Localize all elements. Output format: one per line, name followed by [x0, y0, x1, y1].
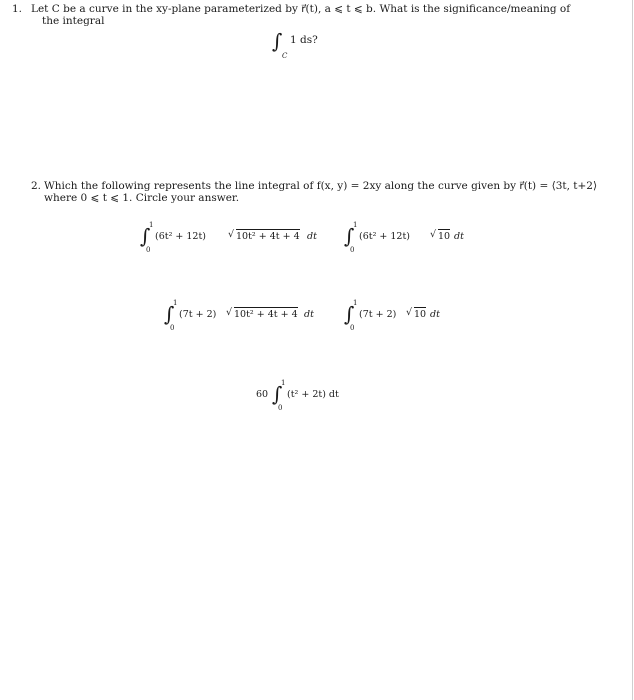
coefficient: 60	[256, 389, 269, 400]
lower-limit: 0	[350, 246, 355, 254]
sqrt-symbol: √	[430, 229, 437, 240]
integral-sign: ∫	[344, 224, 355, 248]
differential: dt	[454, 231, 464, 242]
sqrt-symbol: √	[226, 307, 233, 318]
question-number: 1.	[12, 3, 23, 15]
radicand: 10t² + 4t + 4	[236, 231, 300, 242]
radicand: 10	[414, 309, 427, 320]
differential: dt	[304, 309, 314, 320]
lower-limit: 0	[350, 324, 355, 332]
sqrt-symbol: √	[228, 229, 235, 240]
differential: dt	[307, 231, 317, 242]
integral-sign: ∫	[272, 29, 283, 53]
lower-limit: 0	[170, 324, 175, 332]
lower-limit: 0	[278, 404, 283, 412]
polynomial-factor: (7t + 2)	[179, 309, 217, 320]
integral-sign: ∫	[140, 224, 151, 248]
differential: dt	[430, 309, 440, 320]
polynomial-factor: (6t² + 12t)	[359, 231, 410, 242]
integrand: (t² + 2t) dt	[287, 389, 339, 400]
polynomial-factor: (7t + 2)	[359, 309, 397, 320]
upper-limit: 1	[353, 221, 358, 229]
upper-limit: 1	[281, 379, 286, 387]
question-text-line-1: Let C be a curve in the xy-plane parameterized by r⃗(t), a ⩽ t ⩽ b. What is the significance/meaning of	[31, 3, 571, 15]
upper-limit: 1	[353, 299, 358, 307]
upper-limit: 1	[173, 299, 178, 307]
question-text-line-2: the integral	[42, 15, 105, 27]
question-text-line-2: where 0 ⩽ t ⩽ 1. Circle your answer.	[44, 192, 240, 204]
integral-subscript: C	[282, 52, 288, 60]
integral-sign: ∫	[164, 302, 175, 326]
radicand: 10	[438, 231, 451, 242]
radicand: 10t² + 4t + 4	[234, 309, 298, 320]
integral-sign: ∫	[344, 302, 355, 326]
page-edge-divider	[632, 0, 633, 700]
lower-limit: 0	[146, 246, 151, 254]
question-text-line-1: Which the following represents the line integral of f(x, y) = 2xy along the curve given by r⃗(t) = ⟨3t, t+2⟩	[44, 180, 598, 192]
sqrt-symbol: √	[406, 307, 413, 318]
integral-sign: ∫	[272, 382, 283, 406]
polynomial-factor: (6t² + 12t)	[155, 231, 206, 242]
question-number: 2.	[31, 180, 42, 192]
integrand: 1 ds?	[290, 34, 318, 46]
upper-limit: 1	[149, 221, 154, 229]
